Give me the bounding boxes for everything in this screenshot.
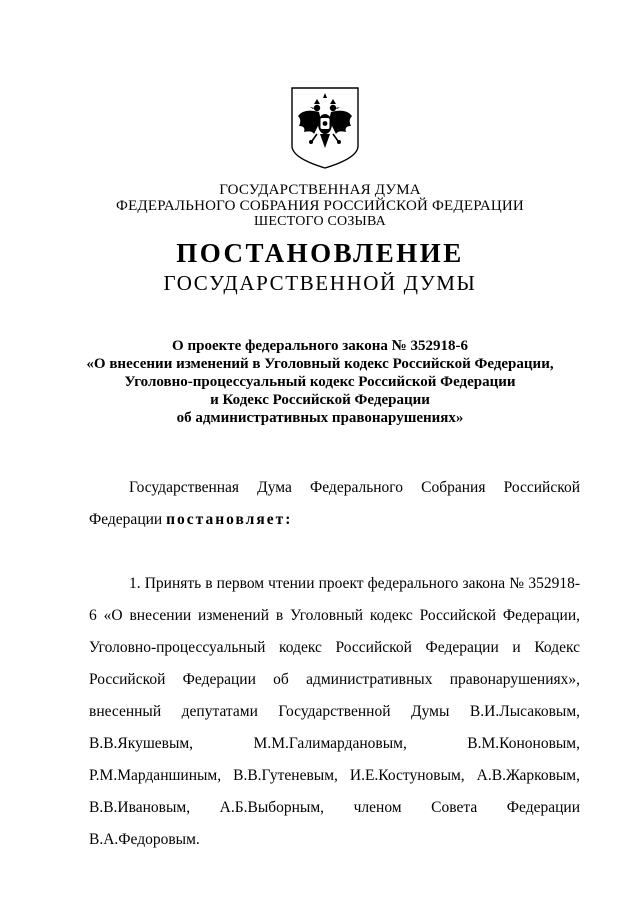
preamble-paragraph (89, 472, 580, 536)
item-1-paragraph: 1. Принять в первом чтении проект федерального закона № 352918-6 «О внесении изменений в Уголовный кодекс Российской Федерации, Уголовно-процессуальный кодекс Российской Федерации и Кодекс Российской Федерации об административных правонарушениях», внесенный депутатами Государственной Думы В.И.Лысаковым, В.В.Якушевым, М.М.Галимардановым, В.М.Кононовым, Р.М.Марданшиным, В.В.Гутеневым, И.Е.Костуновым, А.В.Жарковым, В.В.Ивановым, А.Б.Выборным, членом Совета Федерации В.А.Федоровым. (89, 575, 580, 848)
subject-line-4: и Кодекс Российской Федерации (210, 392, 430, 408)
subject-line-2: «О внесении изменений в Уголовный кодекс Российской Федерации, (86, 356, 554, 372)
issuer-line-1: ГОСУДАРСТВЕННАЯ ДУМА (219, 182, 421, 198)
subject-line-3: Уголовно-процессуальный кодекс Российской Федерации (124, 374, 516, 390)
subject-line-5: об административных правонарушениях» (176, 410, 464, 426)
preamble-decrees: постановляет: (166, 511, 293, 528)
subject-line-1: О проекте федерального закона № 352918-6 (172, 338, 468, 354)
coat-of-arms-emblem (290, 86, 360, 170)
issuer-line-2: ФЕДЕРАЛЬНОГО СОБРАНИЯ РОССИЙСКОЙ ФЕДЕРАЦИИ (116, 198, 524, 214)
issuer-header (0, 182, 640, 230)
resolution-subject (0, 337, 640, 427)
document-subtitle: ГОСУДАРСТВЕННОЙ ДУМЫ (163, 271, 477, 295)
issuer-line-3: ШЕСТОГО СОЗЫВА (254, 214, 386, 229)
preamble-text: Государственная Дума Федерального Собрания Российской Федерации (89, 479, 580, 528)
document-title: ПОСТАНОВЛЕНИЕ (176, 238, 464, 268)
